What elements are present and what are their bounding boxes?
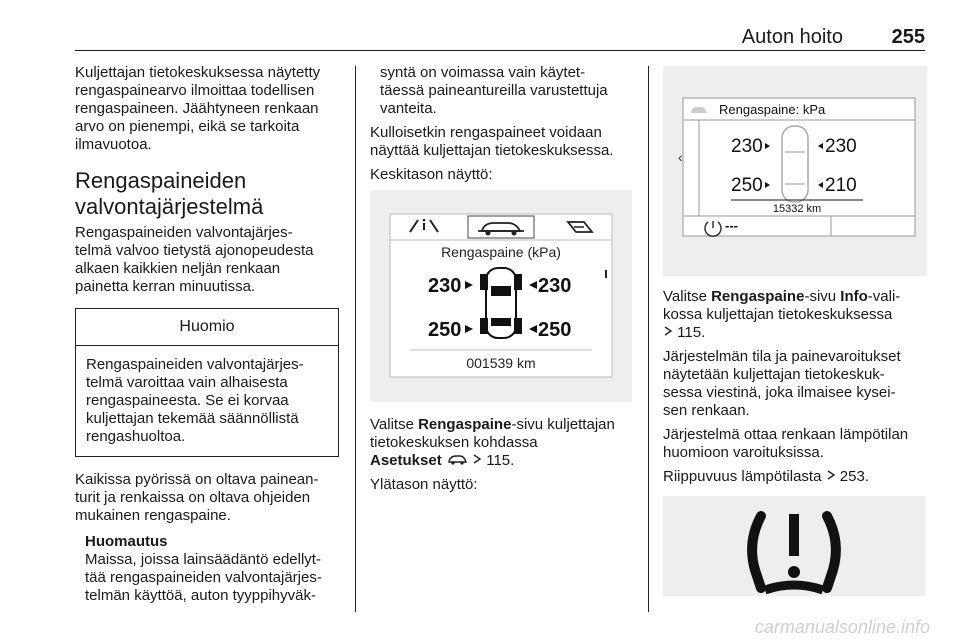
tpms-warning-figure	[663, 496, 925, 596]
note-block: Huomautus Maissa, joissa lainsäädäntö edellyt- tää rengaspaineiden valvontajärjes- telmän käyttöä, auton tyyppihyväk-	[75, 533, 340, 605]
display2-title: Rengaspaine: kPa	[719, 102, 826, 117]
notice-box	[75, 308, 339, 457]
rengaspaine-term-2: Rengaspaine	[711, 288, 805, 305]
midlevel-display-svg	[370, 190, 632, 402]
d2-front-left-pressure: 230	[731, 136, 763, 157]
column-divider-1	[355, 66, 356, 612]
settings-term: Asetukset	[370, 452, 442, 469]
watermark: carmanualsonline.info	[754, 617, 930, 637]
display1-odometer: 001539 km	[466, 355, 536, 371]
d2-rear-left-pressure: 250	[731, 175, 763, 196]
midlevel-label: Keskitason näyttö:	[370, 166, 493, 183]
select-instruction: Valitse Rengaspaine-sivu kuljettajan tietokeskuksen kohdassa Asetukset 115.	[370, 416, 615, 469]
sensor-requirement: Kaikissa pyörissä on oltava painean- turit ja renkaissa on oltava ohjeiden mukainen rengaspaine.	[75, 471, 319, 524]
back-arrow-icon: ‹	[678, 149, 683, 165]
display1-title: Rengaspaine (kPa)	[441, 244, 561, 260]
column-2	[370, 64, 635, 500]
display2-status: ---	[725, 218, 738, 233]
rear-left-pressure: 250	[428, 319, 462, 341]
page-header	[75, 26, 925, 48]
rengaspaine-term: Rengaspaine	[418, 416, 512, 433]
column-3	[663, 64, 928, 596]
front-right-pressure: 230	[538, 275, 572, 297]
note-continuation: syntä on voimassa vain käytet- täessä paineantureilla varustettuja vanteita.	[380, 64, 608, 117]
page-reference-icon	[472, 453, 482, 465]
notice-title: Huomio	[76, 309, 338, 346]
display2-odometer: 15332 km	[772, 203, 822, 215]
tpms-warning-icon	[663, 496, 925, 596]
display-paragraph: Kulloisetkin rengaspaineet voidaan näyttää kuljettajan tietokeskuksessa.	[370, 124, 614, 159]
info-instruction: Valitse Rengaspaine-sivu Info-vali- kossa kuljettajan tietokeskuksessa 115.	[663, 288, 901, 341]
status-paragraph: Järjestelmän tila ja painevaroitukset näytetään kuljettajan tietokeskuk- sessa viestinä, joka ilmaisee kysei- sen renkaan.	[663, 348, 901, 419]
column-divider-2	[648, 66, 649, 612]
system-description: Rengaspaineiden valvontajärjes- telmä valvoo tietystä ajonopeudesta alkaen kaikkien neljän renkaan painetta kerran minuutissa.	[75, 224, 314, 295]
info-term: Info	[840, 288, 868, 305]
column-1	[75, 64, 340, 605]
section-title: Auton hoito	[741, 26, 843, 48]
page-number: 255	[891, 26, 925, 48]
d2-front-right-pressure: 230	[825, 136, 857, 157]
car-settings-icon	[446, 453, 468, 465]
upperlevel-display-svg	[663, 66, 927, 276]
d2-rear-right-pressure: 210	[825, 175, 857, 196]
upperlevel-display-figure	[663, 66, 927, 276]
temperature-paragraph: Järjestelmä ottaa renkaan lämpötilan huomioon varoituksissa.	[663, 426, 909, 461]
note-label: Huomautus	[85, 533, 168, 550]
header-divider	[75, 50, 925, 51]
car-topview-icon	[480, 268, 522, 338]
front-left-pressure: 230	[428, 275, 462, 297]
section-heading: Rengaspaineiden valvontajärjestelmä	[75, 168, 264, 219]
temperature-reference: Riippuvuus lämpötilasta 253.	[663, 468, 869, 485]
page-reference-icon	[826, 469, 836, 481]
notice-body: Rengaspaineiden valvontajärjes- telmä varoittaa vain alhaisesta rengaspaineesta. Se ei korvaa kuljettajan tekemää säännöllistä rengashuoltoa.	[86, 356, 304, 445]
intro-paragraph: Kuljettajan tietokeskuksessa näytetty rengaspainearvo ilmoittaa todellisen rengaspaineen. Jäähtyneen renkaan arvo on pienempi, eikä se tarkoita ilmavuotoa.	[75, 64, 321, 153]
upper-label: Ylätason näyttö:	[370, 476, 478, 493]
car-topview-outline-icon	[782, 126, 808, 202]
page-reference-icon	[663, 325, 673, 337]
midlevel-display-figure	[370, 190, 632, 402]
rear-right-pressure: 250	[538, 319, 572, 341]
